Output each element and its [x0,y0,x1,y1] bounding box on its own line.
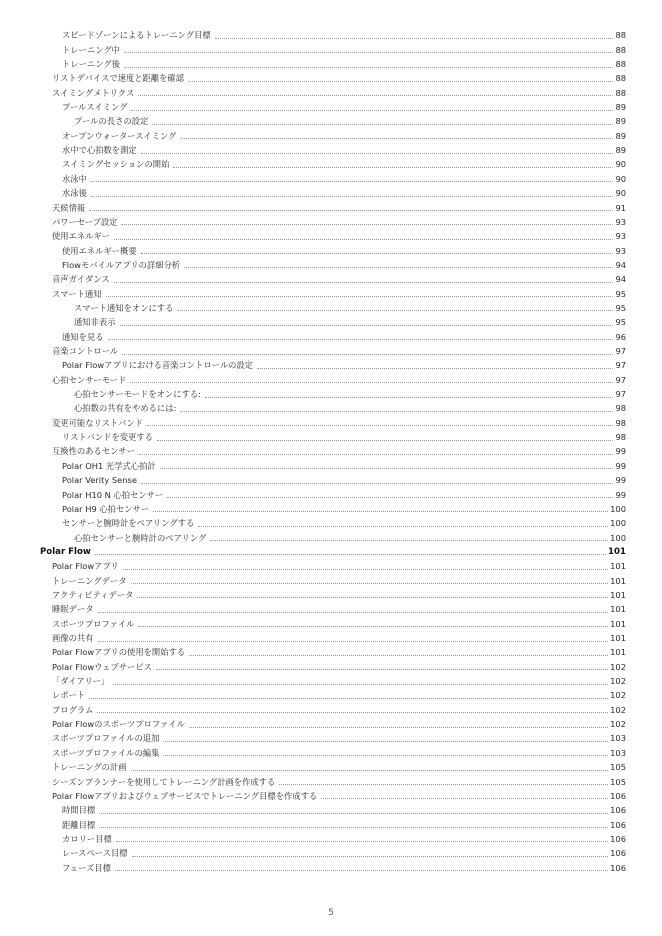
toc-entry-title: 使用エネルギー [52,231,111,242]
toc-entry-page: 100 [610,503,626,514]
toc-entry[interactable] [0,314,662,328]
toc-entry-page: 97 [615,360,626,371]
toc-entry-title: 水中で心拍数を測定 [62,145,137,156]
toc-entry-page: 89 [615,145,626,156]
toc-entry-page: 93 [615,231,626,242]
toc-entry[interactable] [0,515,662,529]
toc-entry-page: 101 [610,633,626,644]
toc-entry-page: 99 [615,475,626,486]
toc-entry[interactable] [0,701,662,715]
dot-leader [131,109,613,111]
toc-entry[interactable] [0,816,662,830]
toc-entry[interactable] [0,171,662,185]
toc-entry[interactable] [0,99,662,113]
toc-entry-title: 通知非表示 [74,317,116,328]
toc-entry-page: 91 [615,202,626,213]
dot-leader [147,424,614,426]
dot-leader [210,539,608,541]
toc-entry-page: 95 [615,302,626,313]
dot-leader [163,754,608,756]
dot-leader [120,324,614,326]
toc-entry-page: 89 [615,116,626,127]
dot-leader [108,338,614,340]
toc-entry[interactable] [0,84,662,98]
toc-entry-page: 93 [615,216,626,227]
toc-entry-page: 99 [615,489,626,500]
toc-entry[interactable] [0,601,662,615]
toc-entry-title: スピードゾーンによるトレーニング目標 [62,30,211,41]
dot-leader [257,367,613,369]
dot-leader [99,826,608,828]
dot-leader [132,855,609,857]
toc-entry-page: 101 [610,618,626,629]
toc-entry[interactable] [0,802,662,816]
toc-entry-page: 100 [610,518,626,529]
toc-entry-page: 101 [610,561,626,572]
toc-entry-title: スポーツプロファイルの編集 [52,747,160,758]
toc-entry-page: 97 [615,346,626,357]
toc-entry-page: 93 [615,245,626,256]
toc-entry[interactable] [0,544,662,558]
toc-entry[interactable] [0,788,662,802]
toc-entry[interactable] [0,859,662,873]
dot-leader [97,711,608,713]
toc-entry-page: 88 [615,44,626,55]
dot-leader [157,439,614,441]
toc-entry[interactable] [0,127,662,141]
toc-entry[interactable] [0,687,662,701]
toc-entry[interactable] [0,615,662,629]
toc-entry-page: 95 [615,317,626,328]
dot-leader [114,281,614,283]
toc-entry[interactable] [0,214,662,228]
dot-leader [138,625,608,627]
dot-leader [156,668,608,670]
toc-entry[interactable] [0,730,662,744]
toc-entry[interactable] [0,56,662,70]
toc-entry-title: 睡眠データ [52,604,94,615]
toc-entry[interactable] [0,300,662,314]
toc-entry-page: 98 [615,432,626,443]
toc-entry-title: スイミングメトリクス [52,87,135,98]
toc-entry[interactable] [0,630,662,644]
dot-leader [131,769,609,771]
toc-entry-title: Polar Flowアプリの使用を開始する [52,647,186,658]
toc-entry[interactable] [0,156,662,170]
toc-entry-title: カロリー目標 [62,833,112,844]
toc-entry-title: 水泳後 [62,188,87,199]
toc-entry-page: 89 [615,102,626,113]
dot-leader [139,453,613,455]
toc-entry[interactable] [0,658,662,672]
toc-entry-title: 通知を見る [62,331,104,342]
dot-leader [160,467,614,469]
toc-entry-title: 心拍センサーと腕時計のペアリング [74,532,207,543]
dot-leader [198,525,608,527]
toc-entry-title: Polar H9 心拍センサー [62,503,150,514]
toc-entry[interactable] [0,242,662,256]
toc-entry-page: 101 [610,575,626,586]
dot-leader [141,482,614,484]
dot-leader [167,496,613,498]
dot-leader [189,726,608,728]
dot-leader [184,266,613,268]
dot-leader [95,553,606,555]
dot-leader [123,568,608,570]
toc-entry-page: 103 [610,747,626,758]
toc-entry-title: 音楽コントロール [52,346,119,357]
toc-entry[interactable] [0,673,662,687]
toc-entry-page: 100 [610,532,626,543]
toc-entry-title: 水泳中 [62,173,87,184]
dot-leader [173,166,613,168]
toc-entry[interactable] [0,587,662,601]
toc-entry[interactable] [0,400,662,414]
toc-entry-title: Polar H10 N 心拍センサー [62,489,164,500]
toc-entry-page: 88 [615,59,626,70]
toc-entry[interactable] [0,558,662,572]
dot-leader [205,396,614,398]
toc-entry-title: Polar Flowアプリ [52,561,119,572]
toc-entry[interactable] [0,199,662,213]
toc-entry[interactable] [0,773,662,787]
toc-entry-title: プログラム [52,704,94,715]
toc-entry[interactable] [0,228,662,242]
toc-entry-page: 99 [615,460,626,471]
toc-entry-page: 101 [610,647,626,658]
toc-entry-title: 変更可能なリストバンド [52,417,143,428]
toc-entry-page: 102 [610,704,626,715]
dot-leader [130,381,613,383]
toc-entry-title: Polar Verity Sense [62,475,137,486]
toc-entry[interactable] [0,328,662,342]
toc-entry-title: Polar OH1 光学式心拍計 [62,460,156,471]
toc-entry[interactable] [0,458,662,472]
toc-entry[interactable] [0,70,662,84]
toc-entry-title: オープンウォータースイミング [62,130,177,141]
toc-entry[interactable] [0,285,662,299]
dot-leader [124,51,614,53]
toc-entry[interactable] [0,414,662,428]
dot-leader [180,137,613,139]
toc-entry[interactable] [0,185,662,199]
dot-leader [89,209,613,211]
toc-entry[interactable] [0,27,662,41]
toc-entry-page: 101 [610,604,626,615]
toc-entry-title: プールの長さの設定 [74,116,149,127]
toc-entry-title: パワーセーブ設定 [52,216,118,227]
dot-leader [98,611,609,613]
toc-entry-page: 94 [615,259,626,270]
toc-entry-title: フェーズ目標 [62,862,111,873]
toc-entry-title: 「ダイアリー」 [52,676,110,687]
dot-leader [279,783,608,785]
toc-entry[interactable] [0,716,662,730]
dot-leader [98,640,609,642]
dot-leader [138,94,613,96]
toc-entry-title: 音声ガイダンス [52,274,110,285]
toc-entry-title: スマート通知 [52,288,102,299]
toc-entry-page: 106 [610,862,626,873]
dot-leader [152,123,613,125]
toc-entry-page: 90 [615,173,626,184]
toc-entry-title: Polar Flowウェブサービス [52,661,152,672]
toc-entry[interactable] [0,386,662,400]
dot-leader [89,697,608,699]
toc-entry-page: 106 [610,819,626,830]
toc-entry-title: リストデバイスで速度と距離を確認 [52,73,185,84]
toc-entry-title: Polar Flowアプリおよびウェブサービスでトレーニング目標を作成する [52,790,318,801]
toc-entry-page: 98 [615,417,626,428]
dot-leader [106,295,614,297]
toc-entry-page: 105 [610,762,626,773]
toc-entry-page: 97 [615,374,626,385]
toc-entry-title: リストバンドを変更する [62,432,153,443]
toc-entry[interactable] [0,501,662,515]
toc-entry-title: 画像の共有 [52,633,94,644]
toc-entry[interactable] [0,271,662,285]
toc-entry-page: 90 [615,188,626,199]
toc-entry[interactable] [0,759,662,773]
page-number: 5 [328,908,334,918]
toc-entry-page: 106 [610,848,626,859]
toc-entry-title: 互換性のあるセンサー [52,446,135,457]
toc-entry-title: スマート通知をオンにする [74,302,174,313]
toc-entry-page: 101 [610,589,626,600]
dot-leader [321,797,608,799]
dot-leader [114,238,613,240]
dot-leader [91,180,614,182]
dot-leader [163,740,608,742]
dot-leader [99,812,608,814]
toc-entry-page: 102 [610,661,626,672]
dot-leader [91,195,614,197]
toc-entry[interactable] [0,429,662,443]
toc-entry-title: 心拍センサーモード [52,374,127,385]
dot-leader [141,252,614,254]
dot-leader [122,353,613,355]
toc-entry-title: 時間目標 [62,805,96,816]
toc-entry-title: スイミングセッションの開始 [62,159,170,170]
dot-leader [180,410,613,412]
toc-entry[interactable] [0,343,662,357]
toc-entry-title: 心拍センサーモードをオンにする: [74,389,201,400]
toc-entry[interactable] [0,443,662,457]
toc-entry-title: トレーニング後 [62,59,120,70]
toc-entry-title: プールスイミング [62,102,128,113]
toc-entry-title: トレーニングデータ [52,575,127,586]
toc-entry[interactable] [0,845,662,859]
toc-entry-page: 102 [610,719,626,730]
dot-leader [124,66,614,68]
toc-entry[interactable] [0,644,662,658]
toc-entry-title: トレーニングの計画 [52,762,127,773]
toc-entry-page: 88 [615,87,626,98]
dot-leader [141,152,614,154]
toc-entry-page: 96 [615,331,626,342]
toc-entry[interactable] [0,529,662,543]
toc-entry-page: 95 [615,288,626,299]
dot-leader [215,37,614,39]
toc-entry-title: 天候情報 [52,202,86,213]
dot-leader [121,223,613,225]
toc-entry[interactable] [0,357,662,371]
toc-entry-title: レースペース目標 [62,848,128,859]
dot-leader [153,510,608,512]
toc-entry-title: Flowモバイルアプリの詳細分析 [62,259,181,270]
toc-entry-title: 心拍数の共有をやめるには: [74,403,177,414]
toc-entry-page: 105 [610,776,626,787]
toc-entry-page: 106 [610,833,626,844]
toc-entry-page: 98 [615,403,626,414]
toc-entry-title: Polar Flowのスポーツプロファイル [52,719,185,730]
dot-leader [137,596,608,598]
toc-entry-page: 89 [615,130,626,141]
toc-entry[interactable] [0,831,662,845]
dot-leader [188,80,613,82]
toc-entry-page: 103 [610,733,626,744]
toc-entry[interactable] [0,142,662,156]
toc-entry-page: 102 [610,690,626,701]
toc-entry-title: センサーと腕時計をペアリングする [62,518,195,529]
toc-entry-title: トレーニング中 [62,44,120,55]
toc-entry-page: 88 [615,73,626,84]
toc-entry[interactable] [0,472,662,486]
toc-entry-page: 94 [615,274,626,285]
dot-leader [113,683,608,685]
toc-entry[interactable] [0,257,662,271]
dot-leader [177,309,613,311]
toc-entry-title: シーズンプランナーを使用してトレーニング計画を作成する [52,776,276,787]
dot-leader [131,582,609,584]
toc-entry[interactable] [0,572,662,586]
toc-entry-page: 88 [615,30,626,41]
toc-entry[interactable] [0,486,662,500]
dot-leader [189,654,608,656]
toc-entry-title: レポート [52,690,86,701]
toc-entry-title: スポーツプロファイル [52,618,135,629]
toc-entry-page: 101 [608,546,626,557]
toc-entry[interactable] [0,113,662,127]
toc-entry-page: 99 [615,446,626,457]
toc-entry-page: 90 [615,159,626,170]
toc-entry-page: 106 [610,805,626,816]
toc-entry-title: 距離目標 [62,819,96,830]
toc-entry[interactable] [0,371,662,385]
toc-entry-page: 106 [610,790,626,801]
toc-entry-page: 97 [615,389,626,400]
toc-entry[interactable] [0,745,662,759]
toc-entry-title: Polar Flowアプリにおける音楽コントロールの設定 [62,360,254,371]
dot-leader [115,869,608,871]
toc-entry-title: アクティビティデータ [52,589,134,600]
toc-entry[interactable] [0,41,662,55]
toc-entry-title: Polar Flow [40,546,91,557]
toc-entry-title: 使用エネルギー概要 [62,245,137,256]
toc-entry-page: 102 [610,676,626,687]
toc-entry-title: スポーツプロファイルの追加 [52,733,160,744]
dot-leader [116,840,608,842]
